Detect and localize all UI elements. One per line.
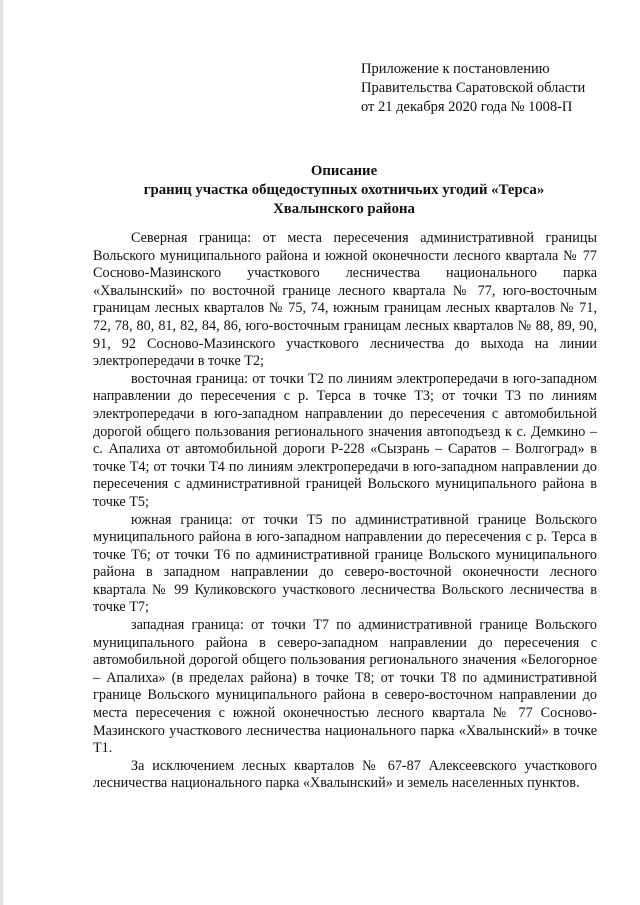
- paragraph-east-border: восточная граница: от точки Т2 по линиям электропередачи в юго-западном направлении до пересечения с р. Терса в точке Т3; от точки Т3 по линиям электропередачи в юго-западном направлении до пересечения с автомобильной дорогой общего пользования регионального значения автоподъезд к с. Демкино – с. Апалиха от автомобильной дороги Р-228 «Сызрань – Саратов – Волгоград» в точке Т4; от точки Т4 по линиям электропередачи в юго-западном направлении до пересечения с административной границей Вольского муниципального района в точке Т5;: [93, 370, 597, 510]
- paragraph-south-border: южная граница: от точки Т5 по административной границе Вольского муниципального района в юго-западном направлении до пересечения с р. Терса в точке Т6; от точки Т6 по административной границе Вольского муниципального района в западном направлении до северо-восточной оконечности лесного квартала № 99 Куликовского участкового лесничества Вольского лесничества в точке Т7;: [93, 511, 597, 616]
- annex-line-1: Приложение к постановлению: [361, 61, 550, 77]
- document-heading: [71, 162, 617, 219]
- heading-title: Описание: [310, 163, 378, 179]
- paragraph-exclusion: За исключением лесных кварталов № 67-87 Алексеевского участкового лесничества национального парка «Хвалынский» и земель населенных пунктов.: [93, 757, 597, 792]
- scan-edge: [1, 0, 4, 905]
- paragraph-north-border: Северная граница: от места пересечения административной границы Вольского муниципального района и южной оконечности лесного квартала № 77 Сосново-Мазинского участкового лесничества национального парка «Хвалынский» по восточной границе лесного квартала № 77, юго-восточным границам лесных кварталов № 75, 74, южным границам лесных кварталов № 71, 72, 78, 80, 81, 82, 84, 86, юго-восточным границам лесных кварталов № 88, 89, 90, 91, 92 Сосново-Мазинского участкового лесничества до выхода на линии электропередачи в точке Т2;: [93, 230, 597, 370]
- document-body: [93, 230, 597, 793]
- paragraph-west-border: западная граница: от точки Т7 по административной границе Вольского муниципального района в северо-западном направлении до пересечения с автомобильной дорогой общего пользования регионального значения «Белогорное – Апалиха» (в пределах района) в точке Т8; от точки Т8 по административной границе Вольского муниципального района в северо-восточном направлении до места пересечения с южной оконечностью лесного квартала № 77 Сосново-Мазинского участкового лесничества национального парка «Хвалынский» в точке Т1.: [93, 617, 597, 757]
- annex-block: [361, 60, 631, 117]
- annex-line-3: от 21 декабря 2020 года № 1008-П: [361, 99, 573, 115]
- annex-line-2: Правительства Саратовской области: [361, 80, 586, 96]
- heading-subtitle: границ участка общедоступных охотничьих угодий «Терса»: [143, 182, 545, 198]
- heading-district: Хвалынского района: [273, 201, 415, 217]
